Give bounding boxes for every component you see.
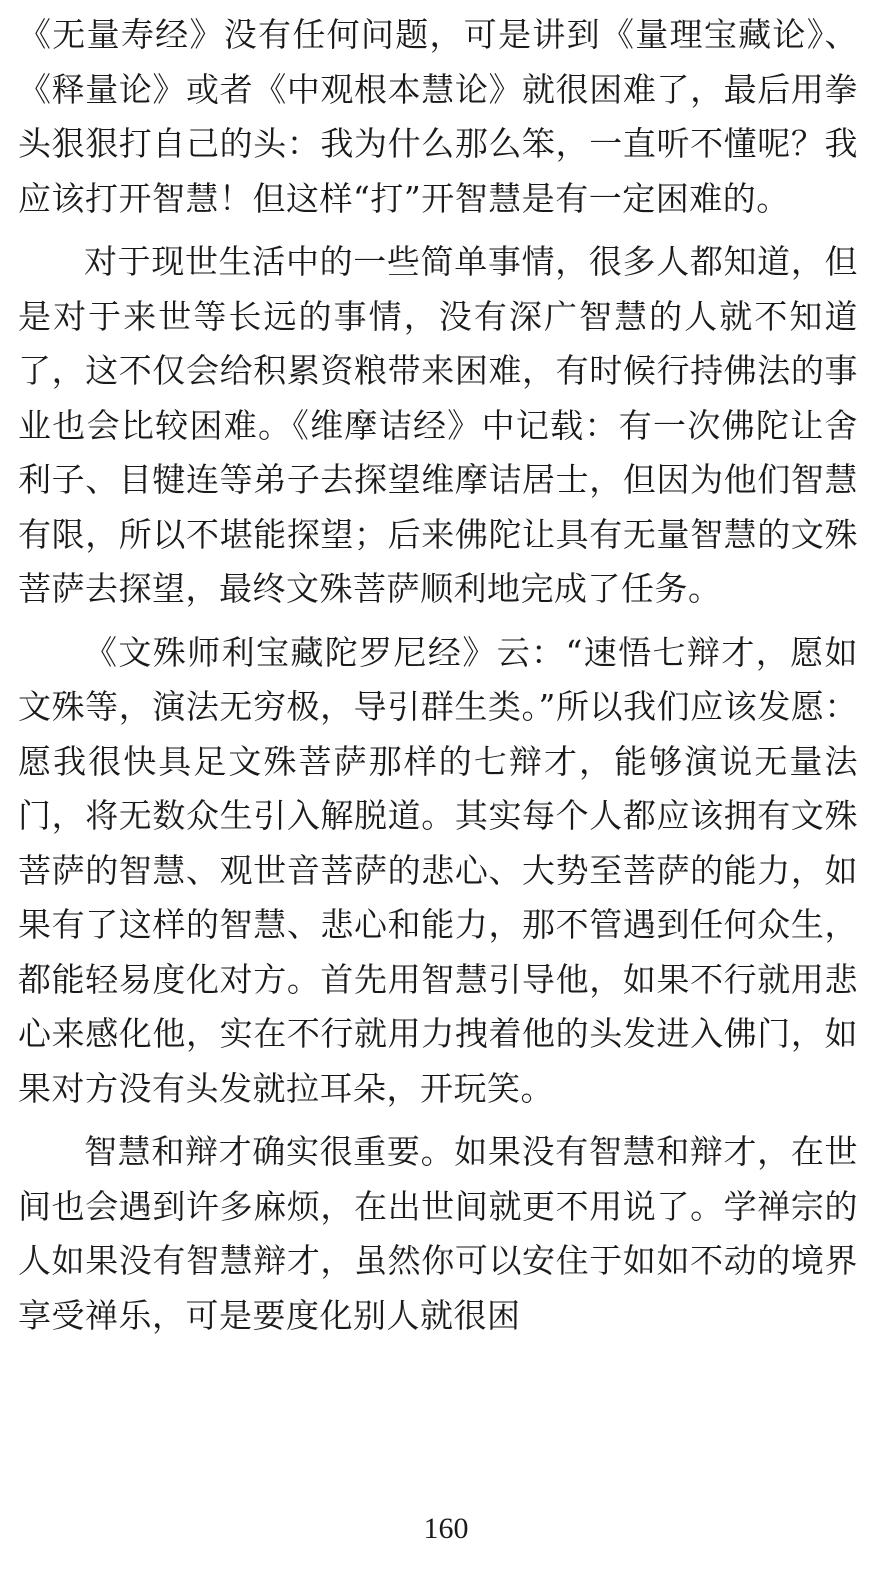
paragraph-1: 《无量寿经》没有任何问题，可是讲到《量理宝藏论》、《释量论》或者《中观根本慧论》就很困难了，最后用拳头狠狠打自己的头：我为什么那么笨，一直听不懂呢？我应该打开智慧！但这样“打”开智慧是有一定困难的。 xyxy=(18,15,858,218)
page-body xyxy=(18,8,858,1343)
paragraph-3: 《文殊师利宝藏陀罗尼经》云：“速悟七辩才，愿如文殊等，演法无穷极，导引群生类。”所以我们应该发愿：愿我很快具足文殊菩萨那样的七辩才，能够演说无量法门，将无数众生引入解脱道。其实每个人都应该拥有文殊菩萨的智慧、观世音菩萨的悲心、大势至菩萨的能力，如果有了这样的智慧、悲心和能力，那不管遇到任何众生，都能轻易度化对方。首先用智慧引导他，如果不行就用悲心来感化他，实在不行就用力拽着他的头发进入佛门，如果对方没有头发就拉耳朵，开玩笑。 xyxy=(18,632,858,1108)
paragraph-2: 对于现世生活中的一些简单事情，很多人都知道，但是对于来世等长远的事情，没有深广智慧的人就不知道了，这不仅会给积累资粮带来困难，有时候行持佛法的事业也会比较困难。《维摩诘经》中记载：有一次佛陀让舍利子、目犍连等弟子去探望维摩诘居士，但因为他们智慧有限，所以不堪能探望；后来佛陀让具有无量智慧的文殊菩萨去探望，最终文殊菩萨顺利地完成了任务。 xyxy=(18,242,858,608)
paragraph-4: 智慧和辩才确实很重要。如果没有智慧和辩才，在世间也会遇到许多麻烦，在出世间就更不用说了。学禅宗的人如果没有智慧辩才，虽然你可以安住于如如不动的境界享受禅乐，可是要度化别人就很困 xyxy=(18,1132,858,1335)
page-number: 160 xyxy=(423,1512,469,1545)
